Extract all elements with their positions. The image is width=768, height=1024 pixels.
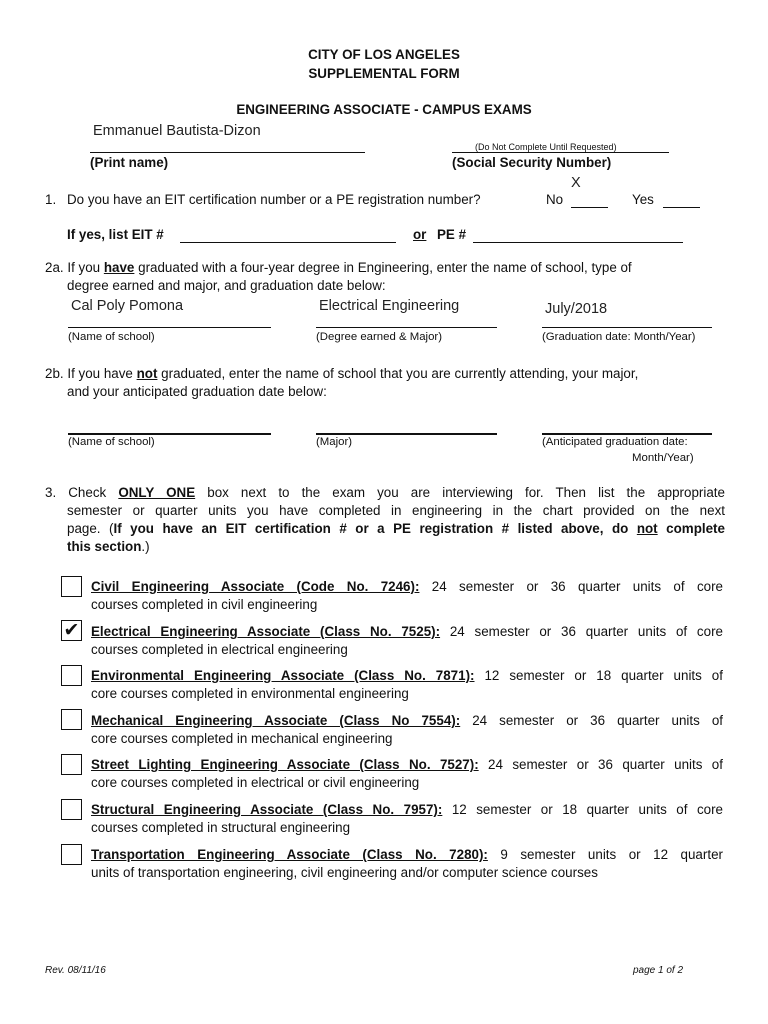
eit-label: If yes, list EIT # bbox=[67, 227, 164, 242]
exam-checkbox-structural[interactable] bbox=[61, 799, 82, 820]
exam-desc-line2: core courses completed in mechanical engineering bbox=[91, 730, 393, 746]
q2b-date-label-2: Month/Year) bbox=[632, 452, 694, 464]
ssn-note: (Do Not Complete Until Requested) bbox=[475, 142, 617, 152]
exam-title: Electrical Engineering Associate (Class No. 7525): bbox=[91, 624, 441, 639]
exam-checkbox-electrical[interactable]: ✔ bbox=[61, 620, 82, 641]
exam-desc-line1: 24 semester or 36 quarter units of bbox=[488, 757, 723, 772]
q2a-degree-line bbox=[316, 327, 497, 328]
q2b-major-line[interactable] bbox=[316, 433, 497, 435]
exam-option-street-lighting bbox=[91, 756, 723, 791]
q1-question: Do you have an EIT certification number or a PE registration number? bbox=[67, 192, 481, 207]
exam-option-transportation bbox=[91, 846, 723, 881]
exam-checkbox-environmental[interactable] bbox=[61, 665, 82, 686]
ssn-underline bbox=[452, 152, 669, 153]
exam-desc-line1: 12 semester or 18 quarter units of core bbox=[451, 802, 723, 817]
q1-no-blank[interactable] bbox=[571, 207, 608, 208]
exam-title: Transportation Engineering Associate (Class No. 7280): bbox=[91, 847, 488, 862]
exam-checkbox-civil[interactable] bbox=[61, 576, 82, 597]
q2b-line2: and your anticipated graduation date below: bbox=[67, 384, 327, 399]
ssn-label: (Social Security Number) bbox=[452, 155, 612, 170]
name-underline bbox=[90, 152, 365, 153]
exam-title: ENGINEERING ASSOCIATE - CAMPUS EXAMS bbox=[236, 102, 532, 117]
exam-checkbox-street-lighting[interactable] bbox=[61, 754, 82, 775]
exam-desc-line2: courses completed in electrical engineering bbox=[91, 641, 348, 657]
q2b-text-before: If you have bbox=[67, 366, 133, 381]
exam-option-mechanical bbox=[91, 712, 723, 747]
exam-desc-line2: courses completed in structural engineering bbox=[91, 819, 351, 835]
exam-desc-line2: core courses completed in electrical or civil engineering bbox=[91, 774, 420, 790]
q3-number: 3. bbox=[45, 485, 57, 500]
exam-option-electrical bbox=[91, 623, 723, 658]
q1-no-label: No bbox=[546, 192, 564, 207]
q2a-emphasis: have bbox=[103, 260, 135, 275]
q2a-text bbox=[45, 259, 725, 295]
q3-line4-bold: this section bbox=[67, 539, 142, 554]
q2b-school-label: (Name of school) bbox=[68, 436, 155, 448]
exam-desc-line2: core courses completed in environmental engineering bbox=[91, 685, 409, 701]
q2a-degree-label: (Degree earned & Major) bbox=[316, 331, 442, 343]
exam-desc-line2: units of transportation engineering, civil engineering and/or computer science courses bbox=[91, 864, 598, 880]
exam-desc-line1: 9 semester units or 12 quarter bbox=[500, 847, 723, 862]
exam-title: Structural Engineering Associate (Class No. 7957): bbox=[91, 802, 443, 817]
applicant-name-value[interactable]: Emmanuel Bautista-Dizon bbox=[93, 123, 261, 139]
q2a-date-label: (Graduation date: Month/Year) bbox=[542, 331, 696, 343]
q3-line3-bold: If you have an EIT certification # or a PE registration # listed above, do bbox=[113, 521, 629, 536]
q2a-degree-value[interactable]: Electrical Engineering bbox=[319, 298, 460, 314]
q2a-school-line bbox=[68, 327, 271, 328]
exam-checkbox-transportation[interactable] bbox=[61, 844, 82, 865]
exam-title: Environmental Engineering Associate (Class No. 7871): bbox=[91, 668, 475, 683]
print-name-label: (Print name) bbox=[90, 155, 169, 170]
q3-only-one: ONLY ONE bbox=[118, 485, 196, 500]
exam-option-structural bbox=[91, 801, 723, 836]
page-number: page 1 of 2 bbox=[633, 965, 684, 976]
q1-yes-label: Yes bbox=[632, 192, 654, 207]
exam-title: Street Lighting Engineering Associate (Class No. 7527): bbox=[91, 757, 479, 772]
q3-line2: semester or quarter units you have completed in engineering in the chart provided on the next bbox=[67, 503, 725, 518]
exam-checkbox-mechanical[interactable] bbox=[61, 709, 82, 730]
q2b-date-label-1: (Anticipated graduation date: bbox=[542, 436, 688, 448]
q1-yes-blank[interactable] bbox=[663, 207, 700, 208]
q2a-date-value[interactable]: July/2018 bbox=[545, 301, 608, 317]
q3-line1: box next to the exam you are interviewing for. Then list the appropriate bbox=[207, 485, 725, 500]
revision-date: Rev. 08/11/16 bbox=[45, 965, 106, 976]
q3-line3-start: page. ( bbox=[67, 521, 114, 536]
q2b-emphasis: not bbox=[136, 366, 158, 381]
q2a-school-value[interactable]: Cal Poly Pomona bbox=[71, 298, 184, 314]
q3-instructions bbox=[45, 484, 725, 556]
q2b-school-line[interactable] bbox=[68, 433, 271, 435]
city-title: CITY OF LOS ANGELES bbox=[308, 47, 460, 62]
exam-option-environmental bbox=[91, 667, 723, 702]
exam-title: Mechanical Engineering Associate (Class No 7554): bbox=[91, 713, 461, 728]
q2a-number: 2a. bbox=[45, 260, 64, 275]
form-type-title: SUPPLEMENTAL FORM bbox=[308, 66, 460, 81]
pe-label: PE # bbox=[437, 227, 467, 242]
q3-check: Check bbox=[68, 485, 107, 500]
q2a-date-line bbox=[542, 327, 712, 328]
exam-desc-line2: courses completed in civil engineering bbox=[91, 596, 318, 612]
exam-desc-line1: 12 semester or 18 quarter units of bbox=[484, 668, 723, 683]
q3-line4-end: .) bbox=[141, 539, 150, 554]
exam-desc-line1: 24 semester or 36 quarter units of core bbox=[449, 624, 723, 639]
q2a-text-before: If you bbox=[67, 260, 101, 275]
exam-title: Civil Engineering Associate (Code No. 7246): bbox=[91, 579, 420, 594]
pe-blank[interactable] bbox=[473, 242, 683, 243]
q1-no-mark[interactable]: X bbox=[571, 175, 581, 191]
q2b-line1: graduated, enter the name of school that you are currently attending, your major, bbox=[161, 366, 639, 381]
exam-desc-line1: 24 semester or 36 quarter units of bbox=[472, 713, 724, 728]
q3-line3-end: complete bbox=[666, 521, 725, 536]
exam-option-civil bbox=[91, 578, 723, 613]
q3-line3-not: not bbox=[636, 521, 658, 536]
q2b-text bbox=[45, 365, 725, 401]
q2b-date-line[interactable] bbox=[542, 433, 712, 435]
or-label: or bbox=[413, 227, 427, 242]
q2b-major-label: (Major) bbox=[316, 436, 353, 448]
q2a-line1: graduated with a four-year degree in Engineering, enter the name of school, type of bbox=[138, 260, 632, 275]
exam-desc-line1: 24 semester or 36 quarter units of core bbox=[431, 579, 723, 594]
q2b-number: 2b. bbox=[45, 366, 64, 381]
q2a-line2: degree earned and major, and graduation date below: bbox=[67, 278, 386, 293]
q1-number: 1. bbox=[45, 192, 57, 207]
q2a-school-label: (Name of school) bbox=[68, 331, 155, 343]
eit-blank[interactable] bbox=[180, 242, 396, 243]
